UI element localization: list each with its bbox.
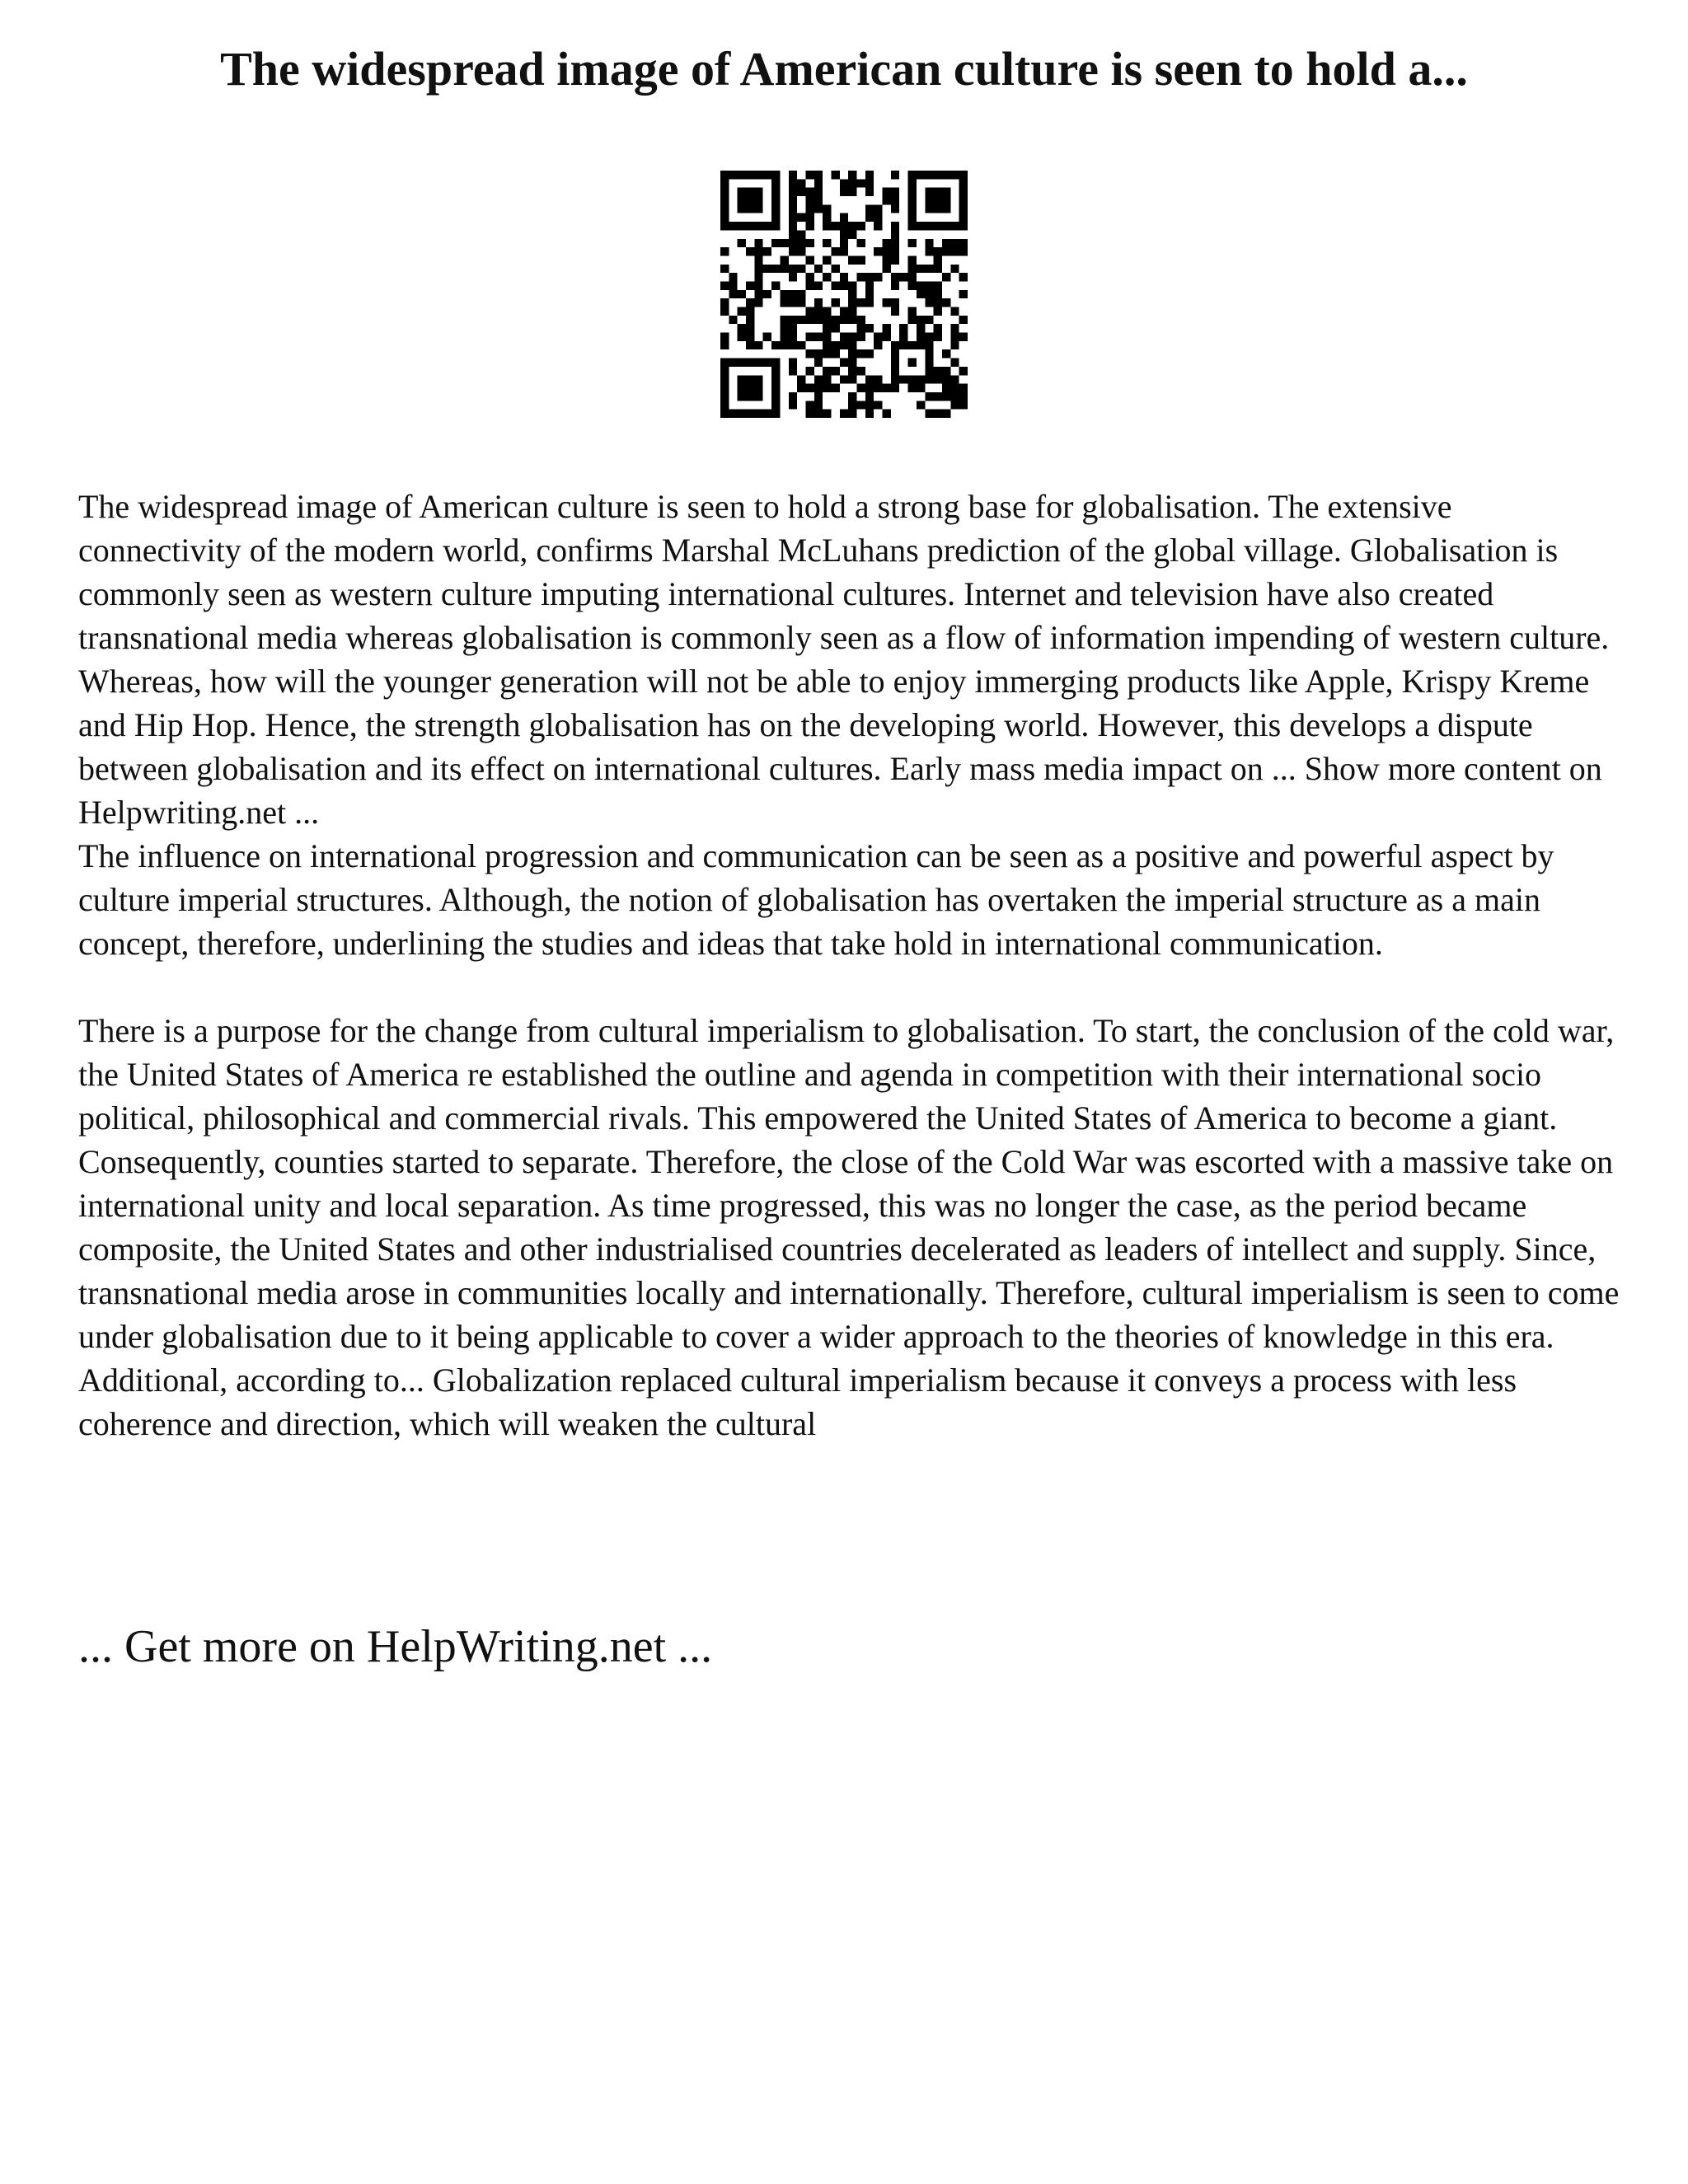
paragraph-influence: The influence on international progression and communication can be seen as a positive and powerful aspect by culture imperial structures. Although, the notion of globalisation has overtaken the imperial structure as a main concept, therefore, underlining the studies and ideas that take hold in international communication. [78,837,1554,962]
qr-code-graphic [720,171,968,418]
get-more-link[interactable]: ... Get more on HelpWriting.net ... [78,1621,713,1672]
page-title: The widespread image of American culture is seen to hold a... [220,42,1468,96]
paragraph-purpose: There is a purpose for the change from cultural imperialism to globalisation. To start, the conclusion of the cold war, the United States of America re established the outline and agenda in competition with their international socio political, philosophical and commercial rivals. This empowered the United States of America to become a giant. Consequently, counties started to separate. Therefore, the close of the Cold War was escorted with a massive take on international unity and local separation. As time progressed, this was no longer the case, as the period became composite, the United States and other industrialised countries decelerated as leaders of intellect and supply. Since, transnational media arose in communities locally and internationally. Therefore, cultural imperialism is seen to come under globalisation due to it being applicable to cover a wider approach to the theories of knowledge in this era. Additional, according to... Globalization replaced cultural imperialism because it conveys a process with less coherence and direction, which will weaken the cultural [78,1012,1620,1442]
qr-code-icon [720,171,968,418]
paragraph-intro: The widespread image of American culture is seen to hold a strong base for globalisation. The extensive connectivity of the modern world, confirms Marshal McLuhans prediction of the global village. Globalisation is commonly seen as western culture imputing international cultures. Internet and television have also created transnational media whereas globalisation is commonly seen as a flow of information impending of western culture. Whereas, how will the younger generation will not be able to enjoy immerging products like Apple, Krispy Kreme and Hip Hop. Hence, the strength globalisation has on the developing world. However, this develops a dispute between globalisation and its effect on international cultures. Early mass media impact on ... Show more content on Helpwriting.net ... [78,488,1610,831]
article-body [78,485,1620,1446]
